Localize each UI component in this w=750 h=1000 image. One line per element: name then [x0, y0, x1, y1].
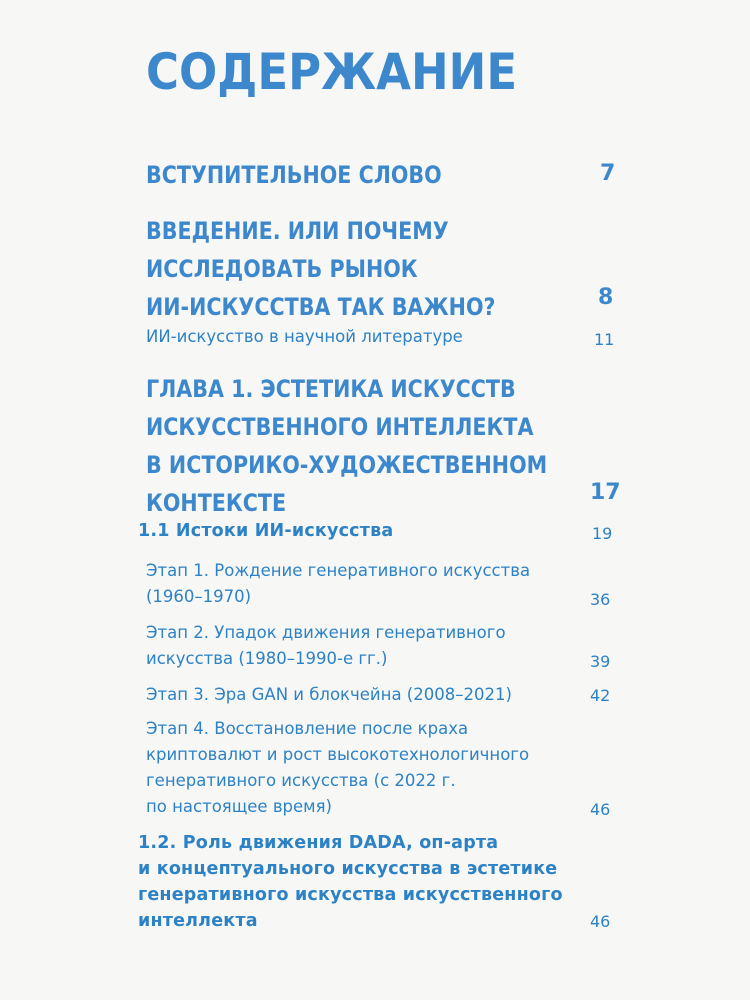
entry-line: 1.1 Истоки ИИ-искусства [138, 521, 394, 541]
toc-entry-stage-4[interactable] [146, 716, 529, 820]
toc-entry-stage-3[interactable] [146, 682, 512, 708]
entry-line: Этап 2. Упадок движения генеративного [146, 623, 506, 642]
toc-entry-1-1[interactable] [138, 518, 393, 544]
entry-line: ИСКУССТВЕННОГО ИНТЕЛЛЕКТА [146, 413, 534, 441]
page-number: 36 [590, 590, 611, 609]
page-number: 46 [590, 912, 611, 931]
page-number: 39 [590, 652, 611, 671]
page-number: 8 [598, 285, 614, 310]
page-number: 17 [590, 480, 621, 505]
toc-entry-stage-2[interactable] [146, 620, 506, 672]
entry-line: КОНТЕКСТЕ [146, 489, 287, 517]
toc-entry-ai-art-literature[interactable] [146, 324, 463, 350]
entry-line: интеллекта [138, 911, 258, 931]
page-number: 42 [590, 686, 611, 705]
entry-line: генеративного искусства искусственного [138, 885, 563, 905]
entry-line: ИССЛЕДОВАТЬ РЫНОК [146, 255, 418, 283]
entry-line: В ИСТОРИКО-ХУДОЖЕСТВЕННОМ [146, 451, 548, 479]
entry-line: 1.2. Роль движения DADA, оп-арта [138, 833, 499, 853]
toc-entry-stage-1[interactable] [146, 558, 530, 610]
toc-entry-foreword[interactable] [146, 156, 490, 194]
entry-line: Этап 4. Восстановление после краха [146, 719, 469, 738]
entry-line: ИИ-ИСКУССТВА ТАК ВАЖНО? [146, 293, 496, 321]
entry-line: Этап 1. Рождение генеративного искусства [146, 561, 531, 580]
toc-entry-introduction[interactable] [146, 212, 552, 326]
entry-line: ГЛАВА 1. ЭСТЕТИКА ИСКУССТВ [146, 375, 516, 403]
page-number: 11 [594, 330, 615, 349]
entry-line: криптовалют и рост высокотехнологичного [146, 745, 530, 764]
toc-entry-1-2[interactable] [138, 830, 563, 934]
entry-line: и концептуального искусства в эстетике [138, 859, 558, 879]
toc-entry-chapter-1[interactable] [146, 370, 612, 522]
entry-line: (1960–1970) [146, 587, 252, 606]
entry-line: генеративного искусства (с 2022 г. [146, 771, 456, 790]
entry-line: ИИ-искусство в научной литературе [146, 327, 463, 346]
page-title: СОДЕРЖАНИЕ [146, 43, 518, 101]
entry-line: искусства (1980–1990-е гг.) [146, 649, 388, 668]
page-number: 7 [600, 161, 616, 186]
page-number: 46 [590, 800, 611, 819]
entry-line: ВВЕДЕНИЕ. ИЛИ ПОЧЕМУ [146, 217, 449, 245]
entry-line: ВСТУПИТЕЛЬНОЕ СЛОВО [146, 161, 442, 189]
entry-line: по настоящее время) [146, 797, 332, 816]
entry-line: Этап 3. Эра GAN и блокчейна (2008–2021) [146, 685, 512, 704]
page-number: 19 [592, 524, 613, 543]
